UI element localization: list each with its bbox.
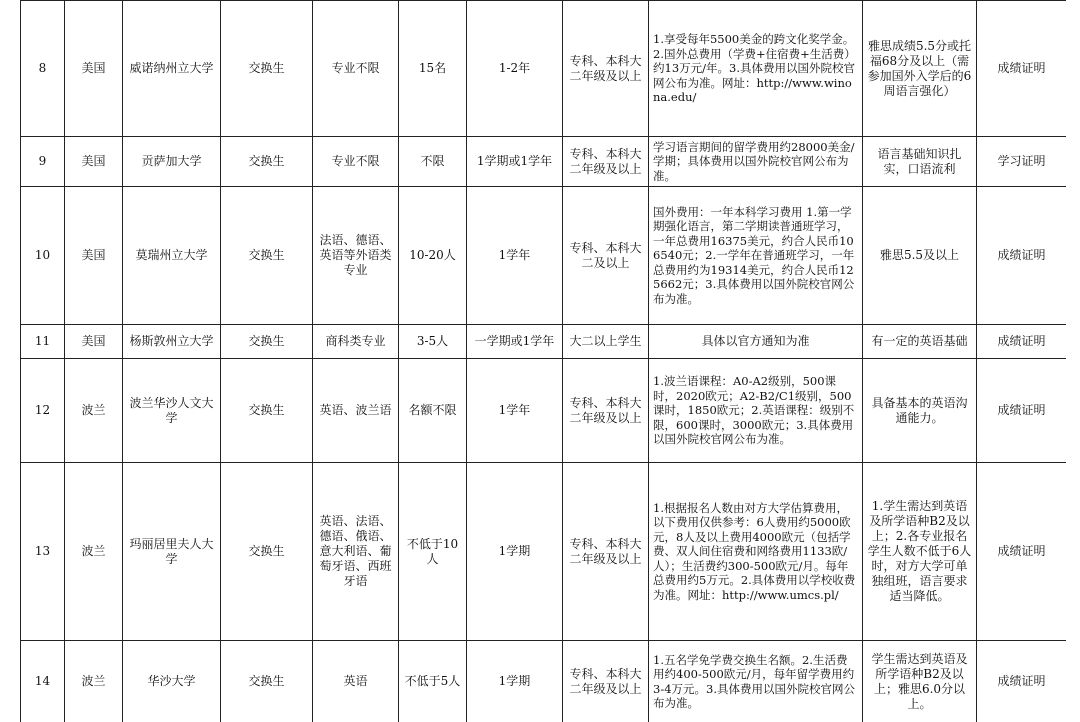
row-number: 9 bbox=[21, 137, 65, 187]
table-row bbox=[21, 137, 1067, 187]
language-requirement-cell: 雅思成绩5.5分或托福68分及以上（需参加国外入学后的6周语言强化） bbox=[863, 1, 977, 137]
eligibility-cell: 专科、本科大二及以上 bbox=[563, 187, 649, 325]
cost-cell: 学习语言期间的留学费用约28000美金/学期；具体费用以国外院校官网公布为准。 bbox=[649, 137, 863, 187]
credential-cell: 成绩证明 bbox=[977, 359, 1067, 463]
cost-cell: 具体以官方通知为准 bbox=[649, 325, 863, 359]
cost-cell: 1.波兰语课程：A0-A2级别，500课时，2020欧元；A2-B2/C1级别，500课时，1850欧元；2.英语课程：级别不限，600课时，3000欧元；3.具体费用以国外院校官网公布为准。 bbox=[649, 359, 863, 463]
university-cell: 华沙大学 bbox=[123, 641, 221, 722]
university-cell: 莫瑞州立大学 bbox=[123, 187, 221, 325]
quota-cell: 不低于10人 bbox=[399, 463, 467, 641]
program-type-cell: 交换生 bbox=[221, 137, 313, 187]
major-cell: 英语、波兰语 bbox=[313, 359, 399, 463]
university-cell: 玛丽居里夫人大学 bbox=[123, 463, 221, 641]
country-cell: 美国 bbox=[65, 325, 123, 359]
row-number: 13 bbox=[21, 463, 65, 641]
eligibility-cell: 专科、本科大二年级及以上 bbox=[563, 463, 649, 641]
duration-cell: 1学期 bbox=[467, 641, 563, 722]
quota-cell: 不限 bbox=[399, 137, 467, 187]
credential-cell: 学习证明 bbox=[977, 137, 1067, 187]
country-cell: 波兰 bbox=[65, 463, 123, 641]
duration-cell: 1学年 bbox=[467, 187, 563, 325]
major-cell: 专业不限 bbox=[313, 137, 399, 187]
eligibility-cell: 专科、本科大二年级及以上 bbox=[563, 641, 649, 722]
credential-cell: 成绩证明 bbox=[977, 187, 1067, 325]
university-cell: 威诺纳州立大学 bbox=[123, 1, 221, 137]
program-type-cell: 交换生 bbox=[221, 641, 313, 722]
row-number: 11 bbox=[21, 325, 65, 359]
table-row bbox=[21, 187, 1067, 325]
language-requirement-cell: 雅思5.5及以上 bbox=[863, 187, 977, 325]
country-cell: 美国 bbox=[65, 187, 123, 325]
quota-cell: 名额不限 bbox=[399, 359, 467, 463]
eligibility-cell: 专科、本科大二年级及以上 bbox=[563, 137, 649, 187]
language-requirement-cell: 有一定的英语基础 bbox=[863, 325, 977, 359]
country-cell: 波兰 bbox=[65, 641, 123, 722]
table-row bbox=[21, 325, 1067, 359]
country-cell: 美国 bbox=[65, 137, 123, 187]
credential-cell: 成绩证明 bbox=[977, 641, 1067, 722]
language-requirement-cell: 语言基础知识扎实，口语流利 bbox=[863, 137, 977, 187]
cost-cell: 1.五名学免学费交换生名额。2.生活费用约400-500欧元/月，每年留学费用约3-4万元。3.具体费用以国外院校官网公布为准。 bbox=[649, 641, 863, 722]
language-requirement-cell: 学生需达到英语及所学语种B2及以上；雅思6.0分以上。 bbox=[863, 641, 977, 722]
eligibility-cell: 大二以上学生 bbox=[563, 325, 649, 359]
exchange-program-table bbox=[20, 0, 1066, 722]
quota-cell: 不低于5人 bbox=[399, 641, 467, 722]
university-cell: 杨斯敦州立大学 bbox=[123, 325, 221, 359]
row-number: 12 bbox=[21, 359, 65, 463]
credential-cell: 成绩证明 bbox=[977, 325, 1067, 359]
major-cell: 商科类专业 bbox=[313, 325, 399, 359]
table-row bbox=[21, 1, 1067, 137]
quota-cell: 3-5人 bbox=[399, 325, 467, 359]
program-type-cell: 交换生 bbox=[221, 359, 313, 463]
eligibility-cell: 专科、本科大二年级及以上 bbox=[563, 1, 649, 137]
language-requirement-cell: 1.学生需达到英语及所学语种B2及以上；2.各专业报名学生人数不低于6人时，对方大学可单独组班，语言要求适当降低。 bbox=[863, 463, 977, 641]
cost-cell: 国外费用：一年本科学习费用 1.第一学期强化语言，第二学期读普通班学习，一年总费用16375美元，约合人民币106540元；2.一学年在普通班学习，一年总费用约为19314美元，约合人民币125662元；3.具体费用以国外院校官网公布为准。 bbox=[649, 187, 863, 325]
table-row bbox=[21, 359, 1067, 463]
row-number: 10 bbox=[21, 187, 65, 325]
credential-cell: 成绩证明 bbox=[977, 1, 1067, 137]
country-cell: 波兰 bbox=[65, 359, 123, 463]
quota-cell: 15名 bbox=[399, 1, 467, 137]
program-type-cell: 交换生 bbox=[221, 325, 313, 359]
duration-cell: 1学年 bbox=[467, 359, 563, 463]
program-type-cell: 交换生 bbox=[221, 463, 313, 641]
university-cell: 贡萨加大学 bbox=[123, 137, 221, 187]
duration-cell: 一学期或1学年 bbox=[467, 325, 563, 359]
major-cell: 英语、法语、德语、俄语、意大利语、葡萄牙语、西班牙语 bbox=[313, 463, 399, 641]
document-page bbox=[20, 0, 1066, 722]
credential-cell: 成绩证明 bbox=[977, 463, 1067, 641]
eligibility-cell: 专科、本科大二年级及以上 bbox=[563, 359, 649, 463]
quota-cell: 10-20人 bbox=[399, 187, 467, 325]
major-cell: 英语 bbox=[313, 641, 399, 722]
language-requirement-cell: 具备基本的英语沟通能力。 bbox=[863, 359, 977, 463]
program-type-cell: 交换生 bbox=[221, 187, 313, 325]
duration-cell: 1-2年 bbox=[467, 1, 563, 137]
major-cell: 法语、德语、英语等外语类专业 bbox=[313, 187, 399, 325]
cost-cell: 1.根据报名人数由对方大学估算费用，以下费用仅供参考：6人费用约5000欧元，8人及以上费用4000欧元（包括学费、双人间住宿费和网络费用1133欧/人）；生活费约300-500欧元/月。每年总费用约5万元。2.具体费用以学校收费为准。网址：http://www.umcs.pl/ bbox=[649, 463, 863, 641]
university-cell: 波兰华沙人文大学 bbox=[123, 359, 221, 463]
table-row bbox=[21, 463, 1067, 641]
program-type-cell: 交换生 bbox=[221, 1, 313, 137]
duration-cell: 1学期或1学年 bbox=[467, 137, 563, 187]
row-number: 8 bbox=[21, 1, 65, 137]
major-cell: 专业不限 bbox=[313, 1, 399, 137]
country-cell: 美国 bbox=[65, 1, 123, 137]
duration-cell: 1学期 bbox=[467, 463, 563, 641]
table-row bbox=[21, 641, 1067, 722]
row-number: 14 bbox=[21, 641, 65, 722]
cost-cell: 1.享受每年5500美金的跨文化奖学金。2.国外总费用（学费+住宿费+生活费）约13万元/年。3.具体费用以国外院校官网公布为准。网址：http://www.winona.edu/ bbox=[649, 1, 863, 137]
